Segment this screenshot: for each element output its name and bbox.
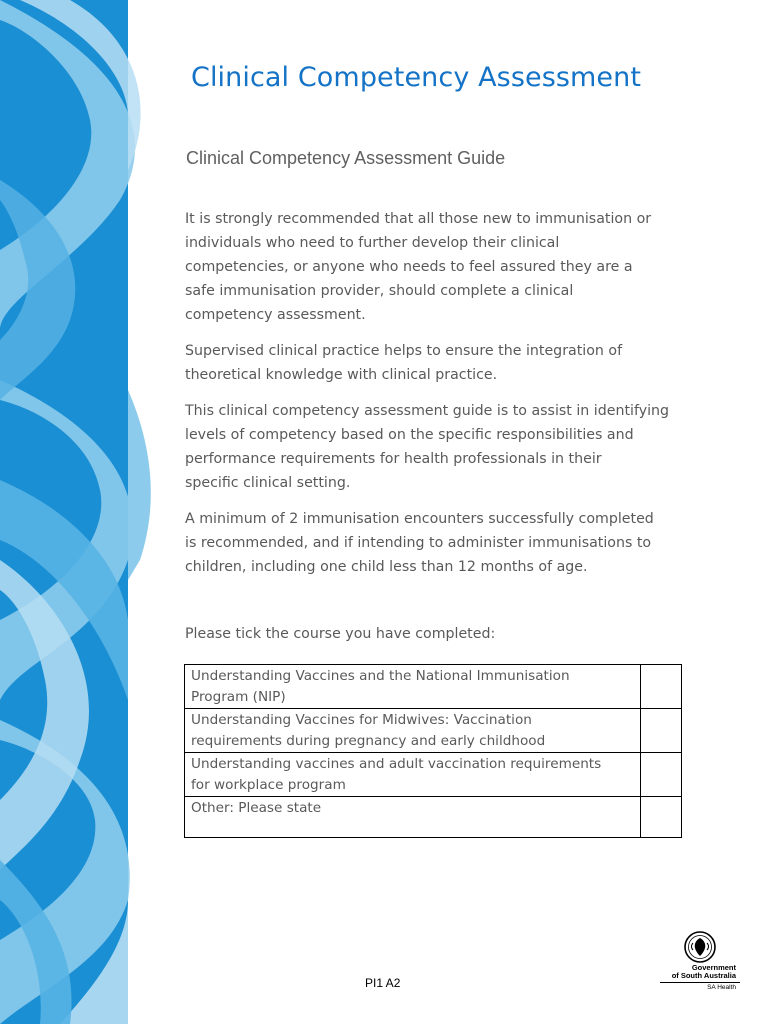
paragraph-4: A minimum of 2 immunisation encounters successfully completed is recommended, and if intending to administer immunisations to children, including one child less than 12 months of age. (185, 511, 654, 575)
footer-code: PI1 A2 (365, 976, 401, 990)
course-label: Other: Please state (185, 797, 641, 838)
tick-box[interactable] (641, 665, 682, 709)
logo-line-2: of South Australia (671, 971, 736, 980)
paragraph-2: Supervised clinical practice helps to ensure the integration of theoretical knowledge with clinical practice. (185, 343, 623, 383)
tick-box[interactable] (641, 709, 682, 753)
page-subtitle: Clinical Competency Assessment Guide (186, 148, 506, 168)
course-table (184, 664, 682, 838)
course-label: Understanding Vaccines and the National Immunisation Program (NIP) (185, 665, 641, 709)
table-row (185, 665, 682, 709)
logo-line-1: Government (691, 963, 736, 972)
decorative-side-band (0, 0, 128, 1024)
tick-box[interactable] (641, 753, 682, 797)
course-label: Understanding Vaccines for Midwives: Vaccination requirements during pregnancy and early childhood (185, 709, 641, 753)
body-text (185, 207, 695, 591)
logo-department: SA Health (707, 984, 736, 991)
government-logo (660, 930, 740, 1000)
crest-icon (682, 930, 718, 964)
page-title: Clinical Competency Assessment (191, 62, 642, 93)
ribbon-pattern (0, 0, 160, 1024)
tick-box[interactable] (641, 797, 682, 838)
table-row (185, 709, 682, 753)
table-row (185, 797, 682, 838)
logo-divider (660, 982, 740, 983)
paragraph-1: It is strongly recommended that all those new to immunisation or individuals who need to further develop their clinical competencies, or anyone who needs to feel assured they are a safe immunisation provider, should complete a clinical competency assessment. (185, 211, 652, 323)
course-label: Understanding vaccines and adult vaccination requirements for workplace program (185, 753, 641, 797)
tick-prompt: Please tick the course you have completed: (185, 626, 496, 642)
paragraph-3: This clinical competency assessment guide is to assist in identifying levels of competency based on the specific responsibilities and performance requirements for health professionals in their specific clinical setting. (185, 403, 670, 491)
table-row (185, 753, 682, 797)
